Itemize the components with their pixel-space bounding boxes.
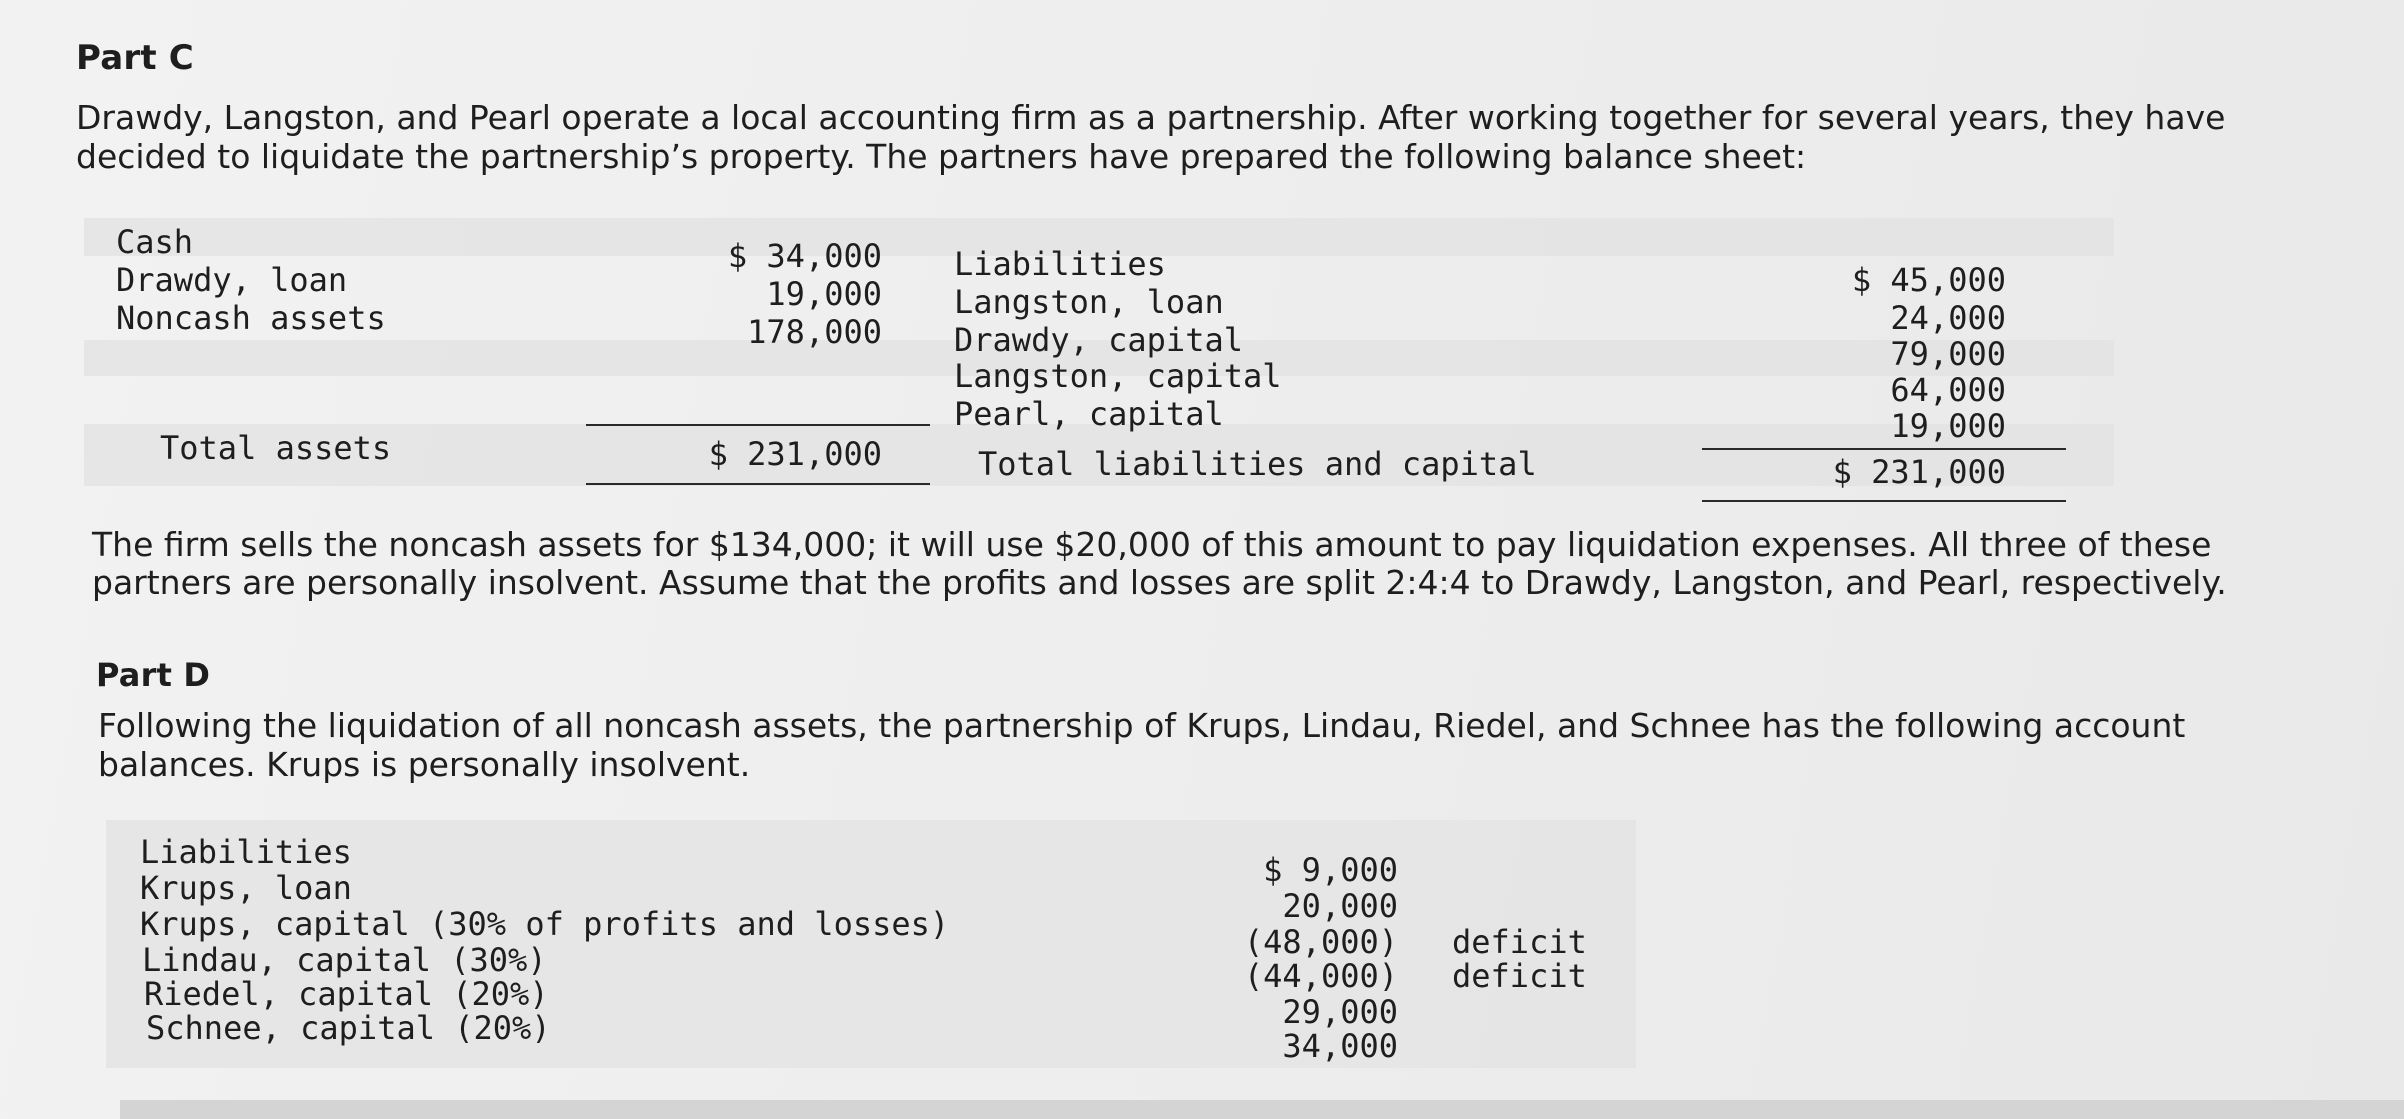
balance-amount: (44,000) bbox=[1243, 957, 1398, 995]
total-assets-amount: $ 231,000 bbox=[708, 435, 882, 473]
part-c-intro-line-1: Drawdy, Langston, and Pearl operate a local accounting firm as a partnership. After working together for several years, they have bbox=[76, 98, 2226, 137]
balance-label: Riedel, capital (20%) bbox=[144, 975, 549, 1013]
asset-label: Noncash assets bbox=[116, 299, 386, 337]
total-liabilities-label: Total liabilities and capital bbox=[978, 445, 1537, 483]
subtotal-rule bbox=[1702, 448, 2066, 450]
balance-amount: 34,000 bbox=[1282, 1027, 1398, 1065]
balance-amount: (48,000) bbox=[1243, 923, 1398, 961]
liability-amount: 19,000 bbox=[1890, 407, 2006, 445]
total-rule bbox=[586, 483, 930, 485]
liability-amount: $ 45,000 bbox=[1851, 261, 2006, 299]
part-d-heading: Part D bbox=[96, 656, 211, 694]
part-c-followup-line-1: The firm sells the noncash assets for $134,000; it will use $20,000 of this amount to pay liquidation expenses. All three of these bbox=[92, 525, 2212, 564]
deficit-note: deficit bbox=[1452, 923, 1587, 961]
balance-amount: 29,000 bbox=[1282, 993, 1398, 1031]
liability-label: Drawdy, capital bbox=[954, 321, 1243, 359]
liability-label: Langston, capital bbox=[954, 357, 1282, 395]
asset-amount: 178,000 bbox=[747, 313, 882, 351]
part-c-followup-line-2: partners are personally insolvent. Assume that the profits and losses are split 2:4:4 to Drawdy, Langston, and Pearl, respectively. bbox=[92, 563, 2227, 602]
balance-label: Krups, capital (30% of profits and losses) bbox=[140, 905, 950, 943]
asset-label: Cash bbox=[116, 223, 194, 261]
part-c-followup bbox=[92, 526, 2227, 602]
balance-label: Schnee, capital (20%) bbox=[146, 1009, 551, 1047]
asset-amount: $ 34,000 bbox=[727, 237, 882, 275]
balance-label: Lindau, capital (30%) bbox=[142, 941, 547, 979]
part-c-intro bbox=[76, 98, 2225, 176]
balance-amount: $ 9,000 bbox=[1263, 851, 1398, 889]
asset-amount: 19,000 bbox=[766, 275, 882, 313]
part-c-heading: Part C bbox=[76, 38, 194, 78]
subtotal-rule bbox=[586, 424, 930, 426]
balance-label: Liabilities bbox=[140, 833, 352, 871]
liability-amount: 64,000 bbox=[1890, 371, 2006, 409]
liability-amount: 24,000 bbox=[1890, 299, 2006, 337]
liability-label: Pearl, capital bbox=[954, 395, 1224, 433]
balance-label: Krups, loan bbox=[140, 869, 352, 907]
liability-amount: 79,000 bbox=[1890, 335, 2006, 373]
bottom-edge bbox=[120, 1100, 2404, 1119]
part-c-intro-line-2: decided to liquidate the partnership’s property. The partners have prepared the following balance sheet: bbox=[76, 137, 1807, 176]
deficit-note: deficit bbox=[1452, 957, 1587, 995]
asset-label: Drawdy, loan bbox=[116, 261, 348, 299]
part-d-intro-line-1: Following the liquidation of all noncash assets, the partnership of Krups, Lindau, Riedel, and Schnee has the following account bbox=[98, 706, 2186, 745]
balance-amount: 20,000 bbox=[1282, 887, 1398, 925]
total-rule bbox=[1702, 500, 2066, 502]
part-d-intro bbox=[98, 706, 2185, 784]
liability-label: Langston, loan bbox=[954, 283, 1224, 321]
total-liabilities-amount: $ 231,000 bbox=[1832, 453, 2006, 491]
total-assets-label: Total assets bbox=[160, 429, 392, 467]
part-d-intro-line-2: balances. Krups is personally insolvent. bbox=[98, 745, 751, 784]
liability-label: Liabilities bbox=[954, 245, 1166, 283]
